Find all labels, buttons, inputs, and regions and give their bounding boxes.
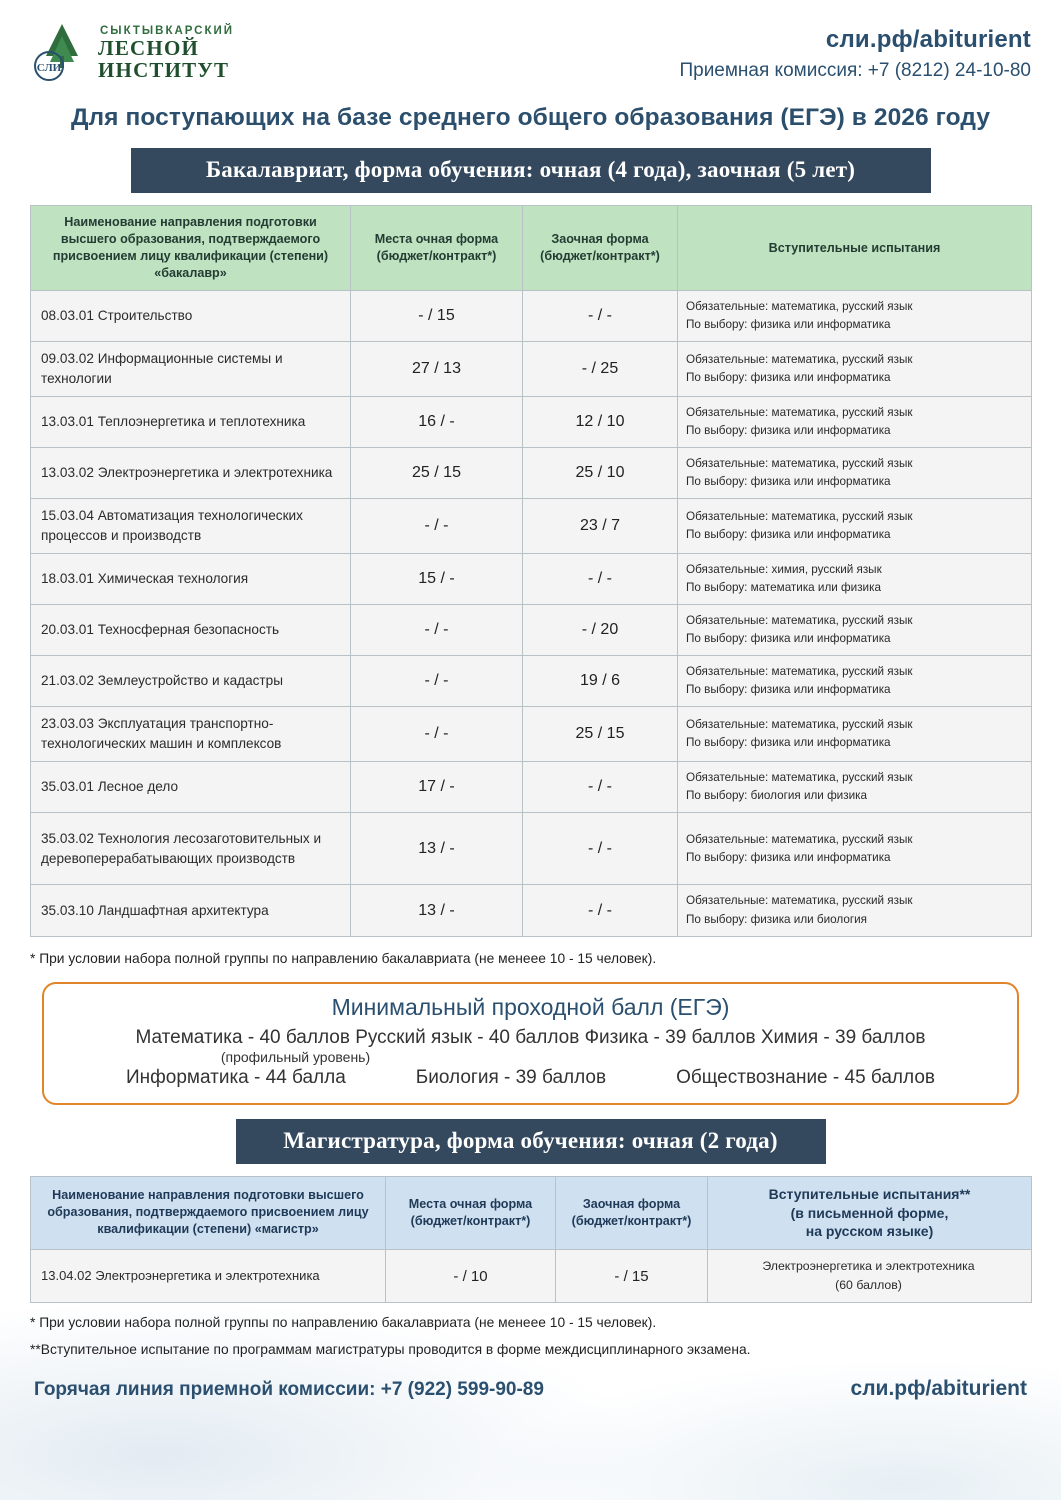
table-row	[31, 396, 1032, 447]
program-name: 20.03.01 Техносферная безопасность	[31, 604, 351, 655]
master-note-2: **Вступительное испытание по программам магистратуры проводится в форме междисциплинарного экзамена.	[30, 1342, 751, 1358]
table-row	[31, 291, 1032, 342]
svg-text:СЛИ: СЛИ	[36, 62, 62, 74]
part-time-places: 23 / 7	[523, 499, 678, 553]
min-score-line2	[54, 1067, 1007, 1089]
col-part-time-master-line2: (бюджет/контракт*)	[571, 1213, 692, 1228]
exam-choice: По выбору: физика или информатика	[686, 527, 891, 541]
part-time-places: 25 / 15	[523, 707, 678, 761]
col-part-time-line2: (бюджет/контракт*)	[540, 249, 660, 263]
col-entrance-exams-master	[708, 1176, 1032, 1250]
col-exams-master-line2: (в письменной форме,	[790, 1204, 949, 1221]
exam-score: (60 баллов)	[835, 1278, 902, 1293]
logo-svg	[32, 22, 88, 84]
table-header-row	[31, 1176, 1032, 1250]
program-name: 21.03.02 Землеустройство и кадастры	[31, 656, 351, 707]
exam-choice: По выбору: физика или информатика	[686, 423, 891, 437]
program-name: 08.03.01 Строительство	[31, 291, 351, 342]
min-score-box	[42, 982, 1019, 1105]
table-row	[31, 707, 1032, 761]
exam-cell	[678, 396, 1032, 447]
exam-cell	[678, 707, 1032, 761]
exam-choice: По выбору: физика или информатика	[686, 318, 891, 332]
table-row	[31, 761, 1032, 812]
brand-line1: ЛЕСНОЙ	[98, 35, 200, 60]
page-header	[30, 22, 1031, 84]
exam-cell	[708, 1250, 1032, 1303]
col-exams-master-line1: Вступительные испытания**	[768, 1185, 971, 1202]
program-name: 13.04.02 Электроэнергетика и электротехника	[31, 1250, 386, 1303]
col-full-time-master	[386, 1176, 556, 1250]
col-full-time	[351, 206, 523, 291]
exam-required: Обязательные: математика, русский язык	[686, 456, 913, 470]
program-name: 35.03.01 Лесное дело	[31, 761, 351, 812]
table-row	[31, 342, 1032, 396]
exam-cell	[678, 499, 1032, 553]
exam-cell	[678, 604, 1032, 655]
exam-choice: По выбору: математика или физика	[686, 580, 881, 594]
exam-choice: По выбору: физика или информатика	[686, 850, 891, 864]
brand-block	[30, 22, 234, 84]
col-part-time-master	[556, 1176, 708, 1250]
part-time-places: - / -	[523, 812, 678, 884]
col-program-name-master: Наименование направления подготовки высшего образования, подтверждаемого присвоением лицу квалификации (степени) «магистр»	[31, 1176, 386, 1250]
table-row	[31, 812, 1032, 884]
exam-cell	[678, 885, 1032, 936]
brand-line2: ИНСТИТУТ	[98, 58, 230, 83]
exam-cell	[678, 291, 1032, 342]
full-time-places: 25 / 15	[351, 447, 523, 498]
table-row	[31, 447, 1032, 498]
table-row	[31, 604, 1032, 655]
exam-required: Обязательные: химия, русский язык	[686, 562, 882, 576]
exam-cell	[678, 812, 1032, 884]
brand-small: СЫКТЫВКАРСКИЙ	[100, 24, 235, 37]
master-table-body	[31, 1250, 1032, 1303]
footer-hotline: Горячая линия приемной комиссии: +7 (922) 599-90-89	[34, 1379, 544, 1401]
exam-cell	[678, 761, 1032, 812]
full-time-places: 15 / -	[351, 553, 523, 604]
table-header-row	[31, 206, 1032, 291]
full-time-places: - / -	[351, 656, 523, 707]
exam-choice: По выбору: физика или информатика	[686, 683, 891, 697]
table-row	[31, 885, 1032, 936]
full-time-places: 27 / 13	[351, 342, 523, 396]
col-full-time-line2: (бюджет/контракт*)	[376, 249, 497, 263]
min-score-social: Обществознание - 45 баллов	[676, 1066, 935, 1088]
part-time-places: - / -	[523, 553, 678, 604]
program-name: 35.03.10 Ландшафтная архитектура	[31, 885, 351, 936]
exam-choice: По выбору: биология или физика	[686, 788, 867, 802]
part-time-places: - / 20	[523, 604, 678, 655]
exam-choice: По выбору: физика или биология	[686, 912, 867, 926]
min-score-sub: (профильный уровень)	[220, 1048, 371, 1065]
master-note-1: * При условии набора полной группы по направлению бакалавриата (не менеее 10 - 15 человек).	[30, 1315, 657, 1331]
exam-required: Обязательные: математика, русский язык	[686, 613, 913, 627]
full-time-places: - / -	[351, 499, 523, 553]
exam-choice: По выбору: физика или информатика	[686, 475, 891, 489]
exam-required: Обязательные: математика, русский язык	[686, 509, 913, 523]
exam-choice: По выбору: физика или информатика	[686, 736, 891, 750]
table-row	[31, 499, 1032, 553]
col-full-time-master-line1: Места очная форма	[408, 1196, 533, 1211]
exam-required: Обязательные: математика, русский язык	[686, 894, 913, 908]
bachelor-banner: Бакалавриат, форма обучения: очная (4 года), заочная (5 лет)	[131, 148, 931, 193]
part-time-places: 12 / 10	[523, 396, 678, 447]
col-part-time-master-line1: Заочная форма	[582, 1196, 681, 1211]
full-time-places: - / -	[351, 707, 523, 761]
program-name: 13.03.01 Теплоэнергетика и теплотехника	[31, 396, 351, 447]
full-time-places: 13 / -	[351, 885, 523, 936]
header-phone: Приемная комиссия: +7 (8212) 24-10-80	[679, 60, 1031, 81]
exam-cell	[678, 656, 1032, 707]
exam-subject: Электроэнергетика и электротехника	[762, 1259, 975, 1274]
master-banner: Магистратура, форма обучения: очная (2 года)	[236, 1119, 826, 1164]
col-entrance-exams: Вступительные испытания	[678, 206, 1032, 291]
part-time-places: - / -	[523, 885, 678, 936]
min-score-biology: Биология - 39 баллов	[415, 1066, 607, 1088]
program-name: 23.03.03 Эксплуатация транспортно-технологических машин и комплексов	[31, 707, 351, 761]
col-program-name: Наименование направления подготовки высшего образования, подтверждаемого присвоением лицу квалификации (степени) «бакалавр»	[31, 206, 351, 291]
full-time-places: 16 / -	[351, 396, 523, 447]
exam-cell	[678, 447, 1032, 498]
col-full-time-line1: Места очная форма	[374, 232, 499, 246]
part-time-places: - / -	[523, 761, 678, 812]
program-name: 18.03.01 Химическая технология	[31, 553, 351, 604]
full-time-places: - / 10	[386, 1250, 556, 1303]
brand-text	[98, 25, 234, 81]
bachelor-note: * При условии набора полной группы по направлению бакалавриата (не менеее 10 - 15 человек).	[30, 950, 657, 966]
part-time-places: - / 25	[523, 342, 678, 396]
part-time-places: 19 / 6	[523, 656, 678, 707]
min-score-informatics: Информатика - 44 балла	[126, 1066, 346, 1088]
exam-required: Обязательные: математика, русский язык	[686, 832, 913, 846]
bachelor-table	[30, 205, 1032, 937]
table-row	[31, 656, 1032, 707]
table-row	[31, 1250, 1032, 1303]
program-name: 09.03.02 Информационные системы и технологии	[31, 342, 351, 396]
exam-cell	[678, 553, 1032, 604]
col-exams-master-line3: на русском языке)	[805, 1223, 934, 1240]
part-time-places: 25 / 10	[523, 447, 678, 498]
full-time-places: - / 15	[351, 291, 523, 342]
page-title: Для поступающих на базе среднего общего образования (ЕГЭ) в 2026 году	[70, 104, 991, 131]
col-full-time-master-line2: (бюджет/контракт*)	[410, 1213, 531, 1228]
part-time-places: - / -	[523, 291, 678, 342]
contact-block	[679, 22, 1031, 82]
page-footer	[30, 1377, 1031, 1401]
full-time-places: - / -	[351, 604, 523, 655]
table-row	[31, 553, 1032, 604]
exam-required: Обязательные: математика, русский язык	[686, 717, 913, 731]
exam-choice: По выбору: физика или информатика	[686, 370, 891, 384]
col-part-time	[523, 206, 678, 291]
footer-site-link[interactable]: сли.рф/abiturient	[850, 1377, 1027, 1401]
exam-required: Обязательные: математика, русский язык	[686, 405, 913, 419]
exam-choice: По выбору: физика или информатика	[686, 631, 891, 645]
exam-required: Обязательные: математика, русский язык	[686, 352, 913, 366]
exam-cell	[678, 342, 1032, 396]
program-name: 15.03.04 Автоматизация технологических процессов и производств	[31, 499, 351, 553]
min-score-title: Минимальный проходной балл (ЕГЭ)	[331, 993, 730, 1020]
exam-required: Обязательные: математика, русский язык	[686, 770, 913, 784]
bachelor-table-body	[31, 291, 1032, 937]
institute-logo-icon	[32, 22, 88, 84]
min-score-line1: Математика - 40 баллов Русский язык - 40 баллов Физика - 39 баллов Химия - 39 баллов	[135, 1026, 926, 1048]
program-name: 13.03.02 Электроэнергетика и электротехника	[31, 447, 351, 498]
part-time-places: - / 15	[556, 1250, 708, 1303]
full-time-places: 17 / -	[351, 761, 523, 812]
col-part-time-line1: Заочная форма	[551, 232, 649, 246]
program-name: 35.03.02 Технология лесозаготовительных и деревоперерабатывающих производств	[31, 812, 351, 884]
exam-required: Обязательные: математика, русский язык	[686, 665, 913, 679]
full-time-places: 13 / -	[351, 812, 523, 884]
header-site-link[interactable]: сли.рф/abiturient	[825, 26, 1031, 53]
exam-required: Обязательные: математика, русский язык	[686, 300, 913, 313]
master-table	[30, 1176, 1032, 1304]
